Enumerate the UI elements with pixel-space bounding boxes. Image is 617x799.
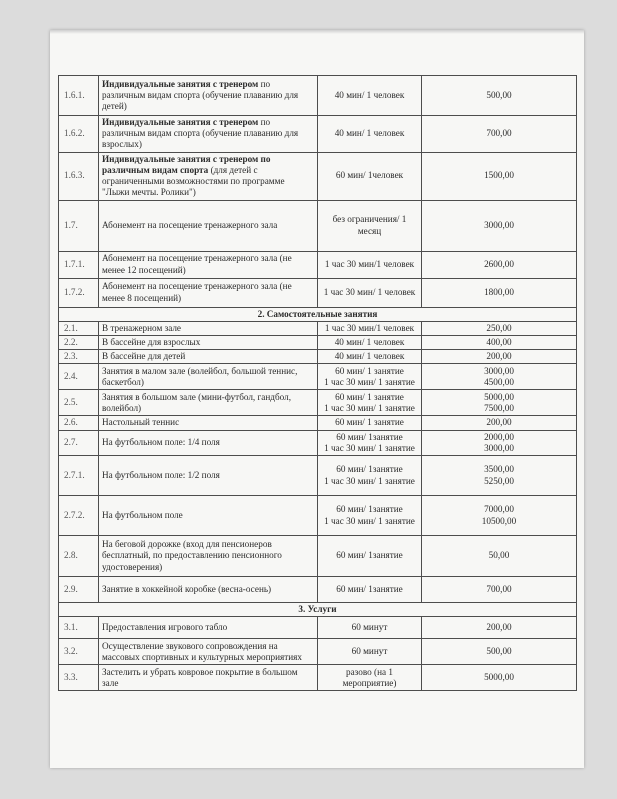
service-name-text: Занятия в малом зале (волейбол, большой теннис, баскетбол)	[102, 365, 298, 387]
service-name	[99, 390, 318, 416]
duration-line: 60 мин/ 1человек	[335, 170, 404, 181]
price-line: 3000,00	[484, 365, 514, 376]
service-name	[99, 639, 318, 665]
service-name-text: На беговой дорожке (вход для пенсионеров бесплатный, по предоставлению пенсионного удостоверения)	[102, 539, 282, 572]
duration-line: 1 час 30 мин/1 человек	[324, 258, 415, 269]
duration-cell	[318, 364, 422, 390]
service-name	[99, 496, 318, 536]
duration-line: 1 час 30 мин/ 1 занятие	[324, 475, 415, 486]
price-line: 3000,00	[484, 442, 514, 453]
duration-line: 60 минут	[351, 646, 388, 657]
duration-line: месяц	[357, 225, 382, 236]
service-name-text: В тренажерном зале	[102, 322, 182, 333]
service-name	[99, 278, 318, 307]
table-row	[59, 430, 577, 455]
price-line: 3500,00	[484, 464, 514, 475]
price-cell	[422, 116, 577, 153]
table-row	[59, 665, 577, 691]
item-number: 2.8.	[59, 536, 99, 577]
table-row	[59, 456, 577, 496]
item-number: 2.7.2.	[59, 496, 99, 536]
price-cell	[422, 335, 577, 349]
service-name-text: Застелить и убрать ковровое покрытие в большом зале	[102, 666, 298, 688]
price-line: 1800,00	[484, 286, 514, 297]
service-name-text: В бассейне для взрослых	[102, 336, 201, 347]
duration-line: 1 час 30 мин/ 1 занятие	[324, 442, 415, 453]
duration-line: без ограничения/ 1	[332, 214, 407, 225]
duration-line: 60 мин/ 1 занятие	[335, 365, 404, 376]
duration-cell	[318, 665, 422, 691]
duration-line: 1 час 30 мин/ 1 человек	[323, 286, 416, 297]
service-name-text: по различным видам спорта (обучение плаванию для взрослых)	[102, 117, 299, 150]
section-title: 3. Услуги	[59, 603, 577, 617]
service-name-text: Абонемент на посещение тренажерного зала (не менее 8 посещений)	[102, 281, 292, 303]
item-number: 2.3.	[59, 350, 99, 364]
duration-cell	[318, 577, 422, 603]
duration-line: 1 час 30 мин/ 1 занятие	[324, 376, 415, 387]
duration-line: 1 час 30 мин/ 1 занятие	[324, 402, 415, 413]
service-name-text: Осуществление звукового сопровождения на массовых спортивных и культурных мероприятиях	[102, 640, 302, 662]
item-number: 2.5.	[59, 390, 99, 416]
duration-line: 60 минут	[351, 622, 388, 633]
price-line: 700,00	[486, 128, 512, 139]
item-number: 3.3.	[59, 665, 99, 691]
price-line: 3000,00	[484, 219, 514, 230]
service-name	[99, 335, 318, 349]
duration-line: 40 мин/ 1 человек	[334, 128, 405, 139]
price-cell	[422, 496, 577, 536]
service-name-bold: Индивидуальные занятия с тренером	[102, 78, 259, 89]
service-name-text: Предоставления игрового табло	[102, 622, 228, 633]
service-name-bold: Индивидуальные занятия с тренером по различным видам спорта	[102, 153, 271, 175]
service-name-text: В бассейне для детей	[102, 351, 186, 362]
price-line: 1500,00	[484, 170, 514, 181]
item-number: 3.1.	[59, 617, 99, 639]
service-name	[99, 116, 318, 153]
table-row	[59, 639, 577, 665]
price-line: 200,00	[486, 622, 512, 633]
price-cell	[422, 430, 577, 455]
table-row	[59, 76, 577, 116]
table-row	[59, 278, 577, 307]
duration-cell	[318, 251, 422, 278]
service-name	[99, 430, 318, 455]
duration-line: 40 мин/ 1 человек	[334, 89, 405, 100]
price-line: 500,00	[486, 89, 512, 100]
service-name-text: Занятия в большом зале (мини-футбол, гандбол, волейбол)	[102, 391, 291, 413]
service-name-bold: Индивидуальные занятия с тренером	[102, 117, 259, 127]
duration-line: разово (на 1	[346, 666, 393, 677]
price-line: 50,00	[488, 550, 510, 561]
table-row	[59, 390, 577, 416]
price-cell	[422, 536, 577, 577]
duration-line: 40 мин/ 1 человек	[334, 351, 405, 362]
price-cell	[422, 390, 577, 416]
duration-cell	[318, 152, 422, 200]
duration-cell	[318, 430, 422, 455]
duration-line: 60 мин/ 1занятие	[336, 504, 403, 515]
item-number: 1.6.2.	[59, 116, 99, 153]
service-name-text: На футбольном поле	[102, 509, 183, 520]
table-row	[59, 335, 577, 349]
service-name	[99, 536, 318, 577]
service-name-text: Настольный теннис	[102, 417, 180, 428]
table-row	[59, 200, 577, 251]
item-number: 2.9.	[59, 577, 99, 603]
table-row	[59, 251, 577, 278]
duration-cell	[318, 321, 422, 335]
service-name	[99, 152, 318, 200]
service-name-text: Абонемент на посещение тренажерного зала	[102, 219, 278, 230]
price-cell	[422, 321, 577, 335]
table-row	[59, 577, 577, 603]
service-name	[99, 251, 318, 278]
price-cell	[422, 251, 577, 278]
price-cell	[422, 456, 577, 496]
price-cell	[422, 350, 577, 364]
duration-line: 40 мин/ 1 человек	[334, 336, 405, 347]
duration-cell	[318, 536, 422, 577]
price-cell	[422, 639, 577, 665]
price-line: 2000,00	[484, 431, 514, 442]
table-row	[59, 364, 577, 390]
duration-line: 60 мин/ 1 занятие	[335, 391, 404, 402]
price-line: 7000,00	[484, 504, 514, 515]
price-cell	[422, 665, 577, 691]
duration-line: мероприятие)	[342, 677, 397, 688]
service-name	[99, 577, 318, 603]
duration-cell	[318, 76, 422, 116]
section-header-row	[59, 603, 577, 617]
duration-line: 60 мин/ 1занятие	[336, 550, 403, 561]
price-cell	[422, 416, 577, 430]
table-row	[59, 116, 577, 153]
duration-cell	[318, 116, 422, 153]
table-row	[59, 152, 577, 200]
duration-cell	[318, 496, 422, 536]
duration-cell	[318, 350, 422, 364]
service-name	[99, 456, 318, 496]
duration-cell	[318, 456, 422, 496]
duration-cell	[318, 278, 422, 307]
service-name	[99, 200, 318, 251]
price-line: 5000,00	[484, 391, 514, 402]
duration-line: 60 мин/ 1 занятие	[335, 417, 404, 428]
service-name-text: по различным видам спорта (обучение плаванию для детей)	[102, 78, 299, 112]
price-cell	[422, 76, 577, 116]
price-line: 7500,00	[484, 402, 514, 413]
service-name	[99, 617, 318, 639]
price-line: 5250,00	[484, 475, 514, 486]
service-name	[99, 364, 318, 390]
item-number: 2.1.	[59, 321, 99, 335]
item-number: 1.6.1.	[59, 76, 99, 116]
price-line: 10500,00	[481, 515, 517, 526]
table-row	[59, 350, 577, 364]
item-number: 1.7.2.	[59, 278, 99, 307]
item-number: 1.6.3.	[59, 152, 99, 200]
duration-line: 1 час 30 мин/ 1 занятие	[324, 515, 415, 526]
price-line: 2600,00	[484, 258, 514, 269]
price-line: 200,00	[486, 417, 512, 428]
price-line: 5000,00	[484, 672, 514, 683]
price-cell	[422, 577, 577, 603]
duration-cell	[318, 639, 422, 665]
item-number: 2.4.	[59, 364, 99, 390]
duration-cell	[318, 335, 422, 349]
duration-cell	[318, 390, 422, 416]
item-number: 2.7.	[59, 430, 99, 455]
service-name	[99, 76, 318, 116]
service-name-text: Занятие в хоккейной коробке (весна-осень)	[102, 583, 272, 594]
duration-line: 1 час 30 мин/1 человек	[324, 322, 415, 333]
item-number: 3.2.	[59, 639, 99, 665]
price-cell	[422, 278, 577, 307]
duration-line: 60 мин/ 1занятие	[336, 431, 403, 442]
scan-shadow-edge	[50, 30, 584, 34]
section-title: 2. Самостоятельные занятия	[59, 307, 577, 321]
service-name	[99, 321, 318, 335]
section-header-row	[59, 307, 577, 321]
price-cell	[422, 200, 577, 251]
price-list-body	[59, 76, 577, 691]
table-row	[59, 416, 577, 430]
price-line: 700,00	[486, 583, 512, 594]
duration-line: 60 мин/ 1занятие	[336, 464, 403, 475]
price-line: 400,00	[486, 336, 512, 347]
duration-cell	[318, 200, 422, 251]
price-list-table	[58, 75, 577, 691]
price-line: 250,00	[486, 322, 512, 333]
item-number: 2.7.1.	[59, 456, 99, 496]
table-row	[59, 496, 577, 536]
service-name	[99, 665, 318, 691]
price-line: 200,00	[486, 351, 512, 362]
price-line: 4500,00	[484, 376, 514, 387]
duration-cell	[318, 617, 422, 639]
item-number: 1.7.	[59, 200, 99, 251]
item-number: 1.7.1.	[59, 251, 99, 278]
price-cell	[422, 364, 577, 390]
service-name-text: На футбольном поле: 1/2 поля	[102, 469, 220, 480]
table-row	[59, 617, 577, 639]
price-line: 500,00	[486, 646, 512, 657]
duration-line: 60 мин/ 1занятие	[336, 583, 403, 594]
service-name-text: (для детей с ограниченными возможностями по программе "Лыжи мечты. Ролики")	[102, 164, 285, 198]
item-number: 2.2.	[59, 335, 99, 349]
table-row	[59, 536, 577, 577]
service-name	[99, 416, 318, 430]
service-name	[99, 350, 318, 364]
price-cell	[422, 152, 577, 200]
item-number: 2.6.	[59, 416, 99, 430]
table-row	[59, 321, 577, 335]
duration-cell	[318, 416, 422, 430]
price-cell	[422, 617, 577, 639]
scanned-page	[50, 30, 584, 768]
service-name-text: На футбольном поле: 1/4 поля	[102, 437, 220, 448]
service-name-text: Абонемент на посещение тренажерного зала (не менее 12 посещений)	[102, 253, 292, 275]
